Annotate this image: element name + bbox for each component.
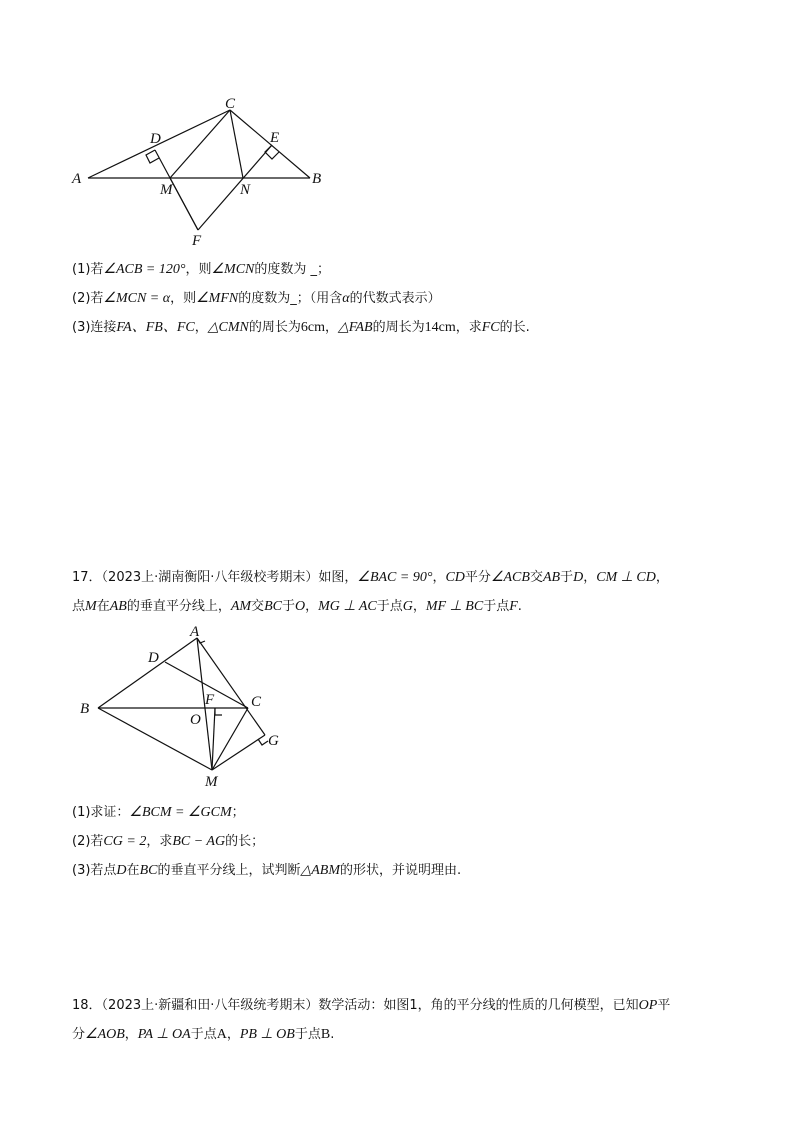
- text: 于: [560, 570, 574, 585]
- math: ∠AOB: [85, 1027, 125, 1042]
- segment-cm: [170, 110, 230, 178]
- text: 交: [251, 599, 265, 614]
- p17-statement-line-2: [72, 597, 522, 617]
- math: D: [116, 863, 127, 878]
- text: 在: [126, 863, 140, 878]
- math: O: [294, 599, 306, 614]
- text: 17．（2023上·湖南衡阳·八年级校考期末）如图，: [72, 570, 358, 585]
- label-f: F: [205, 692, 215, 708]
- math: ∠MCN: [211, 262, 255, 277]
- text: ，则: [185, 262, 212, 277]
- text: 的度数为_；（用含: [238, 291, 343, 306]
- p17-question-1: [72, 803, 245, 823]
- p17-question-2: [72, 832, 264, 852]
- math: △CMN: [207, 320, 249, 335]
- text: (1)若: [72, 262, 104, 277]
- text: (2)若: [72, 291, 104, 306]
- right-angle-f: [215, 708, 222, 715]
- text: ，: [412, 599, 426, 614]
- text: (3)连接: [72, 320, 117, 335]
- text: ，求: [455, 320, 482, 335]
- math: △FAB: [337, 320, 373, 335]
- p17-statement-line-1: [72, 568, 669, 588]
- text: ，: [305, 599, 319, 614]
- math: BC − AG: [172, 834, 226, 849]
- text: ，: [655, 570, 669, 585]
- label-c: C: [251, 694, 262, 710]
- figure-1: [60, 90, 360, 250]
- math: ∠BAC = 90°: [357, 570, 433, 585]
- text: 于点: [376, 599, 403, 614]
- p18-statement-line-2: [72, 1025, 334, 1045]
- text: 平: [657, 998, 671, 1013]
- text: 的周长为: [372, 320, 425, 335]
- label-m: M: [160, 182, 173, 198]
- label-b: B: [312, 171, 322, 187]
- text: 交: [529, 570, 543, 585]
- label-e: E: [270, 130, 280, 146]
- text: ；: [231, 805, 245, 820]
- label-o: O: [190, 712, 201, 728]
- text: 于点: [483, 599, 510, 614]
- value: 6cm: [300, 320, 325, 335]
- math: MF ⊥ BC: [425, 599, 484, 614]
- text: 的垂直平分线上，: [126, 599, 231, 614]
- math: CM ⊥ CD: [596, 570, 656, 585]
- math: G: [402, 599, 413, 614]
- segment-fm: [212, 708, 215, 770]
- math: CD: [445, 570, 465, 585]
- segment-cn: [230, 110, 243, 178]
- text: 平分: [464, 570, 491, 585]
- figure-2: [70, 620, 300, 790]
- segment-ag: [197, 638, 265, 735]
- text: ，则: [170, 291, 197, 306]
- math: B: [320, 1027, 331, 1042]
- text: 的长.: [499, 320, 530, 335]
- text: 的周长为: [248, 320, 301, 335]
- value: 14cm: [424, 320, 456, 335]
- math: D: [573, 570, 584, 585]
- math: F: [509, 599, 518, 614]
- label-m: M: [205, 774, 218, 790]
- text: 的度数为 _；: [254, 262, 331, 277]
- math: ∠MFN: [196, 291, 239, 306]
- math: MG ⊥ AC: [318, 599, 377, 614]
- math: ∠MCN = α: [103, 291, 171, 306]
- text: 的代数式表示）: [349, 291, 441, 306]
- text: ，: [324, 320, 338, 335]
- figure-1-diagram: [60, 90, 360, 250]
- p17-question-3: [72, 861, 461, 881]
- math: α: [342, 291, 350, 306]
- label-g: G: [268, 733, 279, 749]
- label-a: A: [190, 624, 200, 640]
- segment-cm: [212, 708, 248, 770]
- figure-2-diagram: [70, 620, 300, 790]
- segment-gm: [212, 735, 265, 770]
- right-angle-d: [146, 150, 159, 163]
- math: △ABM: [300, 863, 341, 878]
- math: AB: [542, 570, 561, 585]
- math: FC: [481, 320, 500, 335]
- text: 分: [72, 1027, 86, 1042]
- text: 于点: [294, 1027, 321, 1042]
- text: 的长；: [225, 834, 265, 849]
- math: BC: [139, 863, 158, 878]
- text: 18．（2023上·新疆和田·八年级统考期末）数学活动：如图1，角的平分线的性质的几何模型，已知: [72, 998, 639, 1013]
- math: AB: [109, 599, 127, 614]
- text: 于点: [190, 1027, 217, 1042]
- text: .: [330, 1027, 335, 1042]
- text: (2)若: [72, 834, 104, 849]
- text: 的垂直平分线上，试判断: [157, 863, 301, 878]
- segment-ef: [198, 145, 272, 230]
- math: A: [216, 1027, 227, 1042]
- text: ，: [124, 1027, 138, 1042]
- math: FA、FB、FC: [116, 320, 195, 335]
- math: CG = 2: [103, 834, 147, 849]
- label-a: A: [72, 171, 82, 187]
- label-b: B: [80, 701, 90, 717]
- text: 在: [96, 599, 110, 614]
- label-f: F: [192, 233, 202, 249]
- p16-question-3: [72, 318, 530, 338]
- text: (3)若点: [72, 863, 117, 878]
- p18-statement-line-1: [72, 996, 670, 1016]
- text: ，: [194, 320, 208, 335]
- label-d: D: [150, 131, 161, 147]
- math: AM: [230, 599, 252, 614]
- math: M: [85, 599, 97, 614]
- text: (1)求证：: [72, 805, 130, 820]
- text: 的形状，并说明理由.: [340, 863, 462, 878]
- text: 于: [281, 599, 295, 614]
- text: ，: [432, 570, 446, 585]
- math: ∠ACB = 120°: [103, 262, 186, 277]
- math: PB ⊥ OB: [239, 1027, 295, 1042]
- label-d: D: [148, 650, 159, 666]
- text: 点: [72, 599, 86, 614]
- right-angle-g: [258, 739, 268, 745]
- segment-ba: [98, 638, 197, 708]
- math: BC: [264, 599, 282, 614]
- math: PA ⊥ OA: [137, 1027, 191, 1042]
- text: .: [517, 599, 522, 614]
- p16-question-1: [72, 260, 330, 280]
- label-n: N: [240, 182, 251, 198]
- math: ∠ACB: [490, 570, 530, 585]
- p16-question-2: [72, 289, 441, 309]
- text: ，求: [146, 834, 173, 849]
- text: ，: [583, 570, 597, 585]
- right-angle-e: [265, 145, 279, 159]
- label-c: C: [225, 96, 236, 112]
- text: ，: [226, 1027, 240, 1042]
- math: ∠BCM = ∠GCM: [129, 805, 232, 820]
- math: OP: [638, 998, 658, 1013]
